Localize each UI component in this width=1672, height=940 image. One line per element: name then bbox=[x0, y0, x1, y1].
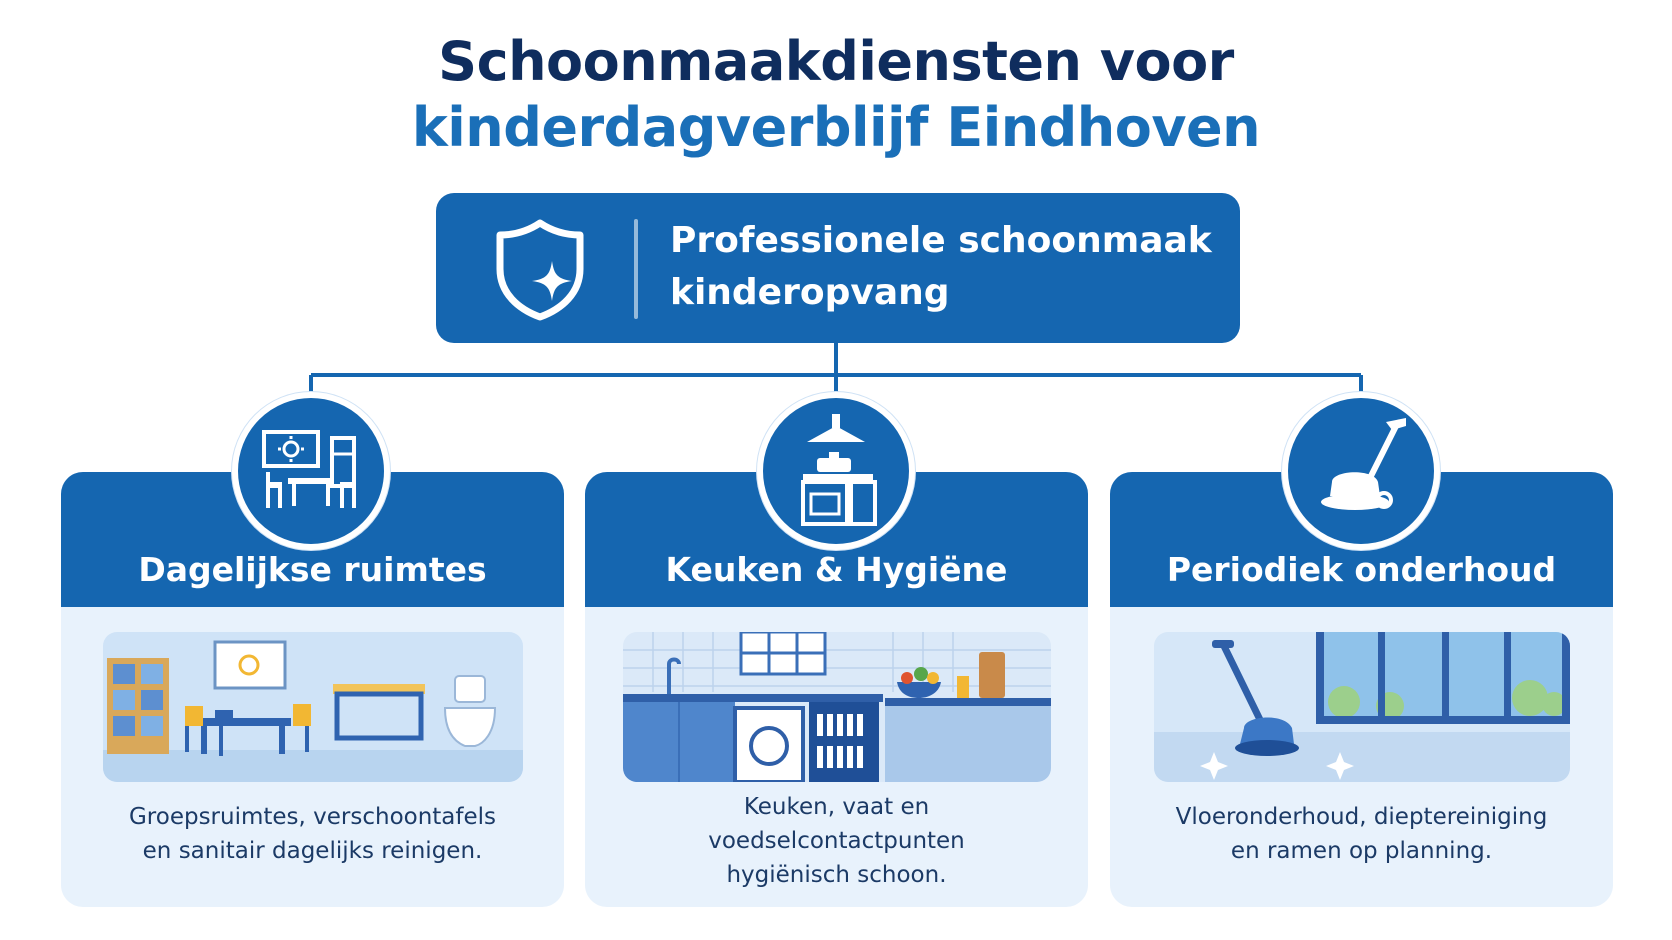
shield-sparkle-icon bbox=[488, 217, 592, 321]
card-title: Periodiek onderhoud bbox=[1166, 550, 1557, 589]
kitchen-icon-badge bbox=[757, 392, 915, 550]
hub-box bbox=[436, 193, 1240, 343]
hub-divider bbox=[634, 219, 638, 319]
card-description-line-1: Keuken, vaat en bbox=[743, 794, 930, 820]
kitchen-icon bbox=[777, 412, 895, 530]
card-description bbox=[605, 790, 1068, 892]
card-title: Keuken & Hygiëne bbox=[665, 550, 1008, 589]
card-title: Dagelijkse ruimtes bbox=[138, 550, 487, 589]
card-description-line-2: voedselcontactpunten bbox=[708, 828, 965, 854]
card-description bbox=[81, 800, 544, 868]
page-title-line-2: kinderdagverblijf Eindhoven bbox=[411, 96, 1261, 159]
hub-title-line-1: Professionele schoonmaak bbox=[670, 220, 1212, 261]
floor-machine-icon bbox=[1302, 412, 1420, 530]
card-description-line-3: hygiënisch schoon. bbox=[726, 862, 947, 888]
hub-title bbox=[670, 215, 1212, 319]
classroom-illustration bbox=[103, 632, 523, 782]
floor-machine-icon-badge bbox=[1282, 392, 1440, 550]
floor-cleaning-illustration bbox=[1154, 632, 1570, 782]
kitchen-illustration bbox=[623, 632, 1051, 782]
card-description-line-1: Groepsruimtes, verschoontafels bbox=[128, 804, 497, 830]
card-description-line-2: en sanitair dagelijks reinigen. bbox=[142, 838, 483, 864]
classroom-icon-badge bbox=[232, 392, 390, 550]
hub-title-line-2: kinderopvang bbox=[670, 272, 950, 313]
classroom-icon bbox=[252, 412, 370, 530]
card-description-line-1: Vloeronderhoud, dieptereiniging bbox=[1175, 804, 1548, 830]
page-title-line-1: Schoonmaakdiensten voor bbox=[438, 30, 1234, 93]
card-description bbox=[1130, 800, 1593, 868]
card-description-line-2: en ramen op planning. bbox=[1230, 838, 1493, 864]
